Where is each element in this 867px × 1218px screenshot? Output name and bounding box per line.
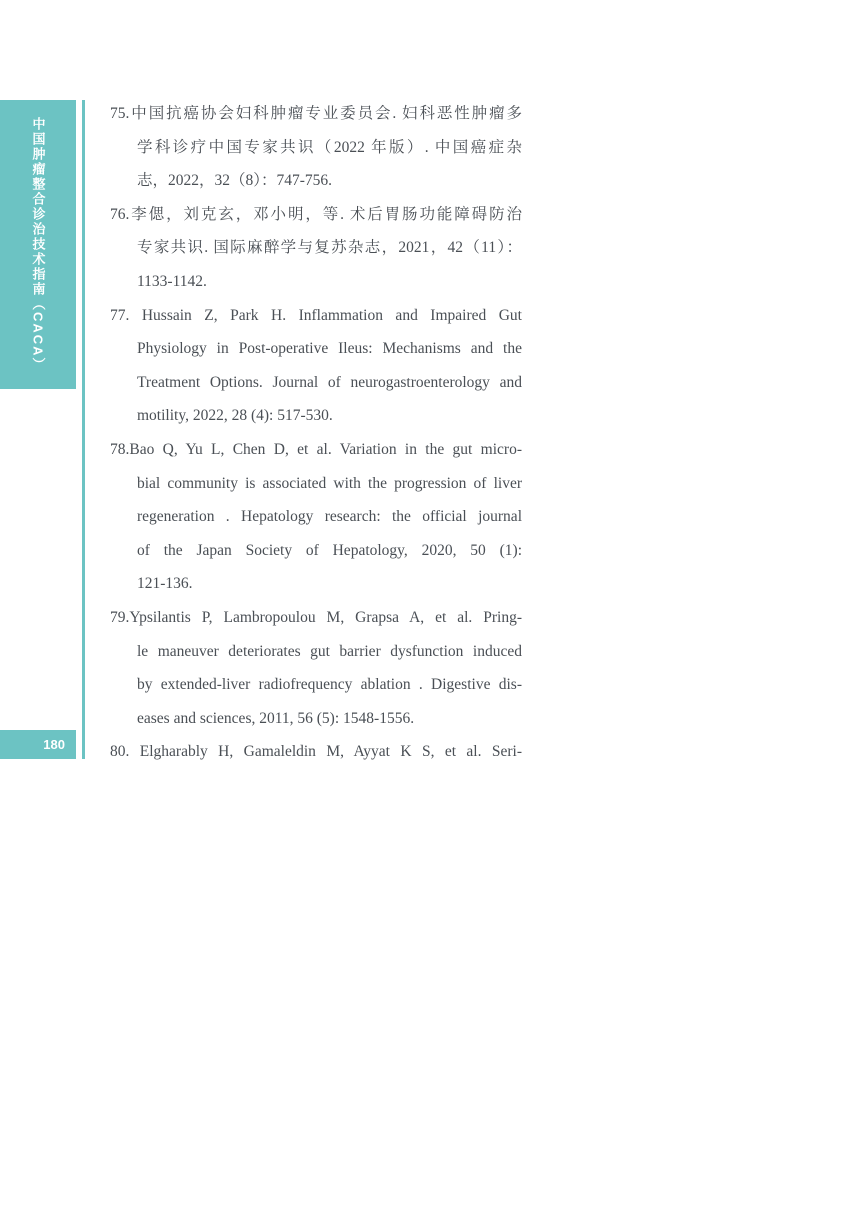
reference-line: by extended-liver radiofrequency ablation . Digestive dis- <box>137 676 522 694</box>
reference-line: 77. Hussain Z, Park H. Inflammation and Impaired Gut <box>110 306 522 324</box>
references-list <box>110 97 522 769</box>
reference-item <box>110 97 522 198</box>
reference-line: of the Japan Society of Hepatology, 2020, 50 (1): <box>137 541 522 559</box>
reference-line: regeneration . Hepatology research: the official journal <box>137 508 522 526</box>
reference-item <box>110 601 522 735</box>
reference-item <box>110 299 522 433</box>
reference-line: bial community is associated with the progression of liver <box>137 474 522 492</box>
reference-line: 76.李偲，刘克玄，邓小明，等. 术后胃肠功能障碍防治 <box>110 205 522 223</box>
reference-line: 1133-1142. <box>137 272 207 290</box>
sidebar-title-band <box>0 100 76 389</box>
reference-line: motility, 2022, 28 (4): 517-530. <box>137 407 333 425</box>
reference-line: Treatment Options. Journal of neurogastroenterology and <box>137 373 522 391</box>
vertical-divider-rule <box>82 100 85 759</box>
reference-line: 75.中国抗癌协会妇科肿瘤专业委员会. 妇科恶性肿瘤多 <box>110 105 522 122</box>
reference-item <box>110 198 522 299</box>
reference-line: 80. Elgharably H, Gamaleldin M, Ayyat K S, et al. Seri- <box>110 743 522 761</box>
reference-line: le maneuver deteriorates gut barrier dysfunction induced <box>137 642 522 660</box>
reference-line: eases and sciences, 2011, 56 (5): 1548-1556. <box>137 709 415 727</box>
reference-line: 121-136. <box>137 575 193 593</box>
reference-line: 学科诊疗中国专家共识（2022 年版）. 中国癌症杂 <box>137 138 522 156</box>
page-number: 180 <box>43 737 65 752</box>
reference-line: 78.Bao Q, Yu L, Chen D, et al. Variation in the gut micro- <box>110 440 522 458</box>
book-title-vertical: 中国肿瘤整合诊治技术指南（CACA） <box>30 116 46 373</box>
reference-line: 专家共识. 国际麻醉学与复苏杂志，2021，42（11）： <box>137 239 522 257</box>
reference-line: Physiology in Post-operative Ileus: Mechanisms and the <box>137 340 522 358</box>
reference-line: 79.Ypsilantis P, Lambropoulou M, Grapsa A, et al. Pring- <box>110 608 522 626</box>
page-number-badge <box>0 730 76 759</box>
reference-line: 志，2022，32（8）：747-756. <box>137 172 333 190</box>
reference-item <box>110 433 522 601</box>
reference-item <box>110 735 522 769</box>
